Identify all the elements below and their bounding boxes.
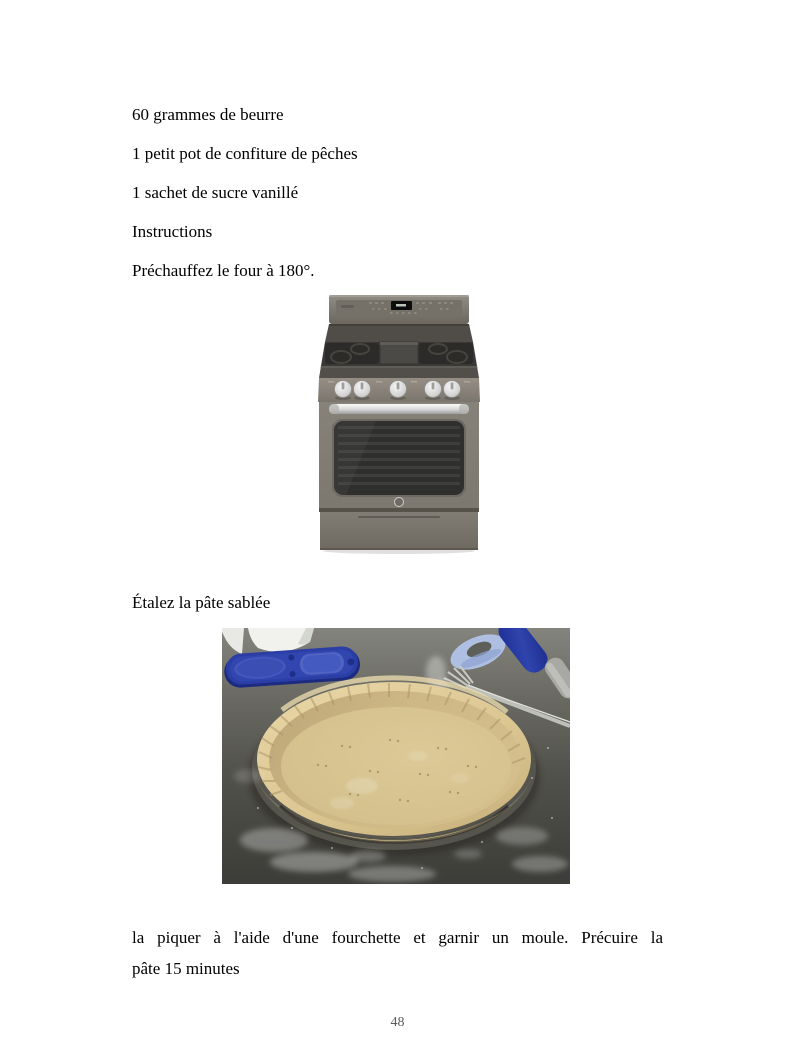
stove-control-panel	[329, 295, 469, 324]
brand-label	[341, 305, 354, 308]
step-roll-dough: Étalez la pâte sablée	[132, 593, 271, 612]
step-prick-line2: pâte 15 minutes	[132, 959, 240, 978]
stove-photo-figure	[316, 292, 482, 554]
step-preheat-oven: Préchauffez le four à 180°.	[132, 261, 315, 280]
oven-door	[319, 402, 479, 508]
stove-knob-panel	[318, 378, 480, 402]
pie-dish	[248, 678, 540, 856]
pie-crust-photo	[222, 628, 570, 884]
instructions-heading: Instructions	[132, 222, 213, 241]
page-number: 48	[390, 1015, 405, 1030]
stove-rear-panel	[325, 324, 473, 342]
center-griddle	[380, 342, 418, 364]
storage-drawer	[319, 508, 479, 550]
ingredient-line-butter: 60 grammes de beurre	[132, 105, 284, 124]
step-prick-paragraph	[132, 922, 663, 984]
ge-logo-badge	[395, 498, 404, 507]
drawer-groove	[358, 516, 440, 518]
step-prick-line1: la piquer à l'aide d'une fourchette et garnir un moule. Précuire la	[132, 928, 663, 947]
ingredient-line-vanilla-sugar: 1 sachet de sucre vanillé	[132, 183, 299, 202]
ingredient-line-jam: 1 petit pot de confiture de pêches	[132, 144, 358, 163]
oven-door-handle	[329, 404, 469, 414]
stove-cooktop	[319, 342, 479, 378]
gas-range-photo	[316, 292, 482, 554]
pie-photo-figure	[222, 628, 570, 884]
